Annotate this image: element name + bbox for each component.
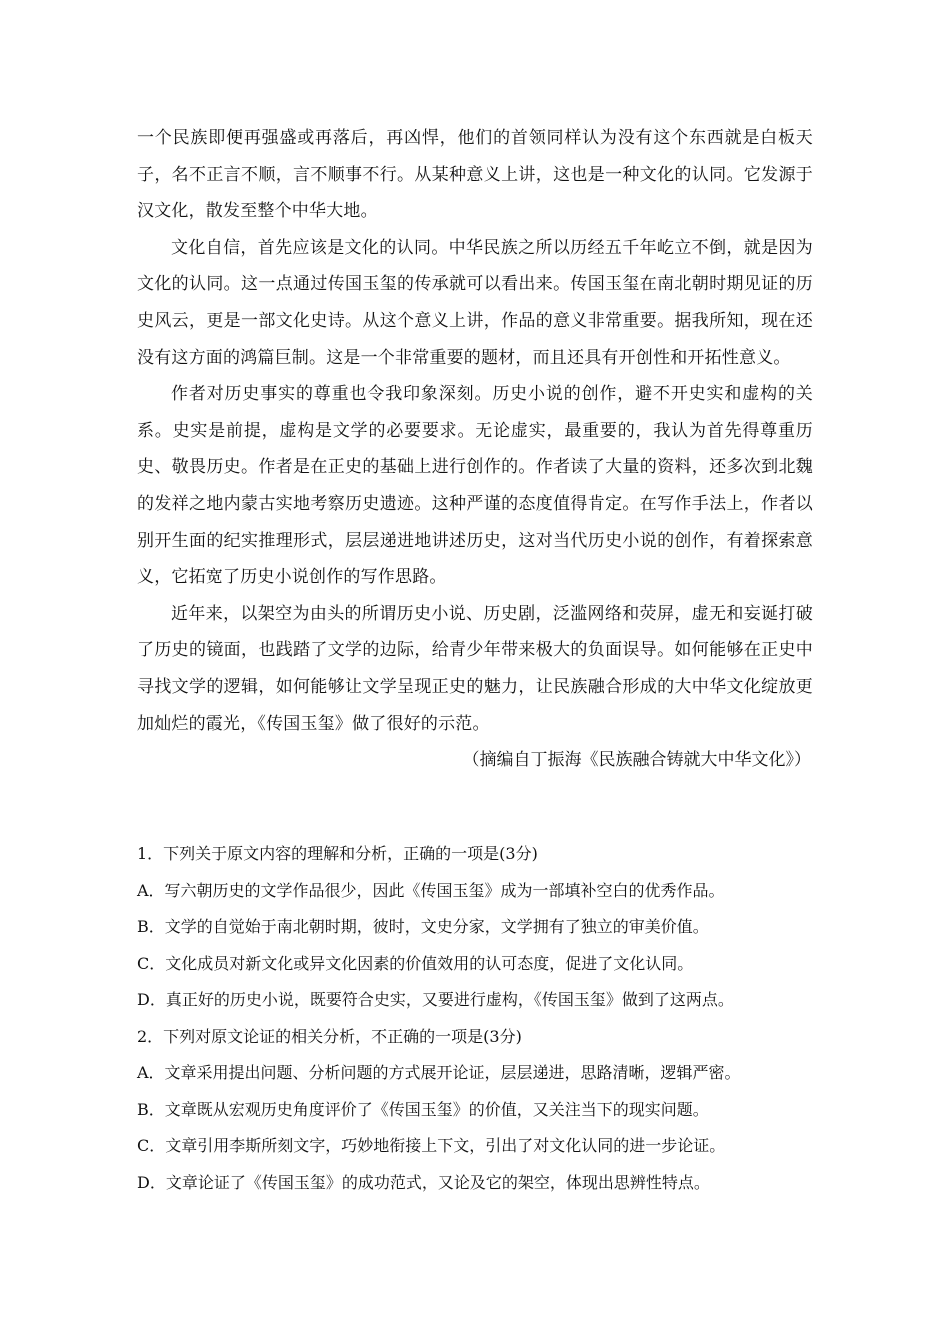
question-option-c: C．文章引用李斯所刻文字，巧妙地衔接上下文，引出了对文化认同的进一步论证。	[137, 1136, 726, 1155]
passage-paragraph: 一个民族即便再强盛或再落后，再凶悍，他们的首领同样认为没有这个东西就是白板天子，名不正言不顺，言不顺事不行。从某种意义上讲，这也是一种文化的认同。它发源于汉文化，散发至整个中华大地。	[137, 128, 813, 222]
question-option-c: C．文化成员对新文化或异文化因素的价值效用的认可态度，促进了文化认同。	[137, 953, 694, 973]
question-stem: 1．下列关于原文内容的理解和分析，正确的一项是(3分)	[137, 844, 538, 863]
question-2	[137, 1019, 813, 1202]
passage-paragraph: 作者对历史事实的尊重也令我印象深刻。历史小说的创作，避不开史实和虚构的关系。史实是前提，虚构是文学的必要要求。无论虚实，最重要的，我认为首先得尊重历史、敬畏历史。作者是在正史的基础上进行创作的。作者读了大量的资料，还多次到北魏的发祥之地内蒙古实地考察历史遗迹。这种严谨的态度值得肯定。在写作手法上，作者以别开生面的纪实推理形式，层层递进地讲述历史，这对当代历史小说的创作，有着探索意义，它拓宽了历史小说创作的写作思路。	[137, 384, 813, 588]
question-stem: 2．下列对原文论证的相关分析，不正确的一项是(3分)	[137, 1026, 522, 1046]
passage	[137, 120, 813, 779]
passage-paragraph: 近年来，以架空为由头的所谓历史小说、历史剧，泛滥网络和荧屏，虚无和妄诞打破了历史的镜面，也践踏了文学的边际，给青少年带来极大的负面误导。如何能够在正史中寻找文学的逻辑，如何能够让文学呈现正史的魅力，让民族融合形成的大中华文化绽放更加灿烂的霞光，《传国玉玺》做了很好的示范。	[137, 603, 813, 734]
question-option-b: B．文章既从宏观历史角度评价了《传国玉玺》的价值，又关注当下的现实问题。	[137, 1099, 709, 1119]
question-list	[137, 836, 813, 1201]
question-option-d: D．文章论证了《传国玉玺》的成功范式，又论及它的架空，体现出思辨性特点。	[137, 1172, 710, 1192]
question-option-a: A．文章采用提出问题、分析问题的方式展开论证，层层递进，思路清晰，逻辑严密。	[137, 1063, 741, 1082]
passage-source: （摘编自丁振海《民族融合铸就大中华文化》）	[462, 750, 811, 771]
question-option-b: B．文学的自觉始于南北朝时期，彼时，文史分家，文学拥有了独立的审美价值。	[137, 917, 709, 936]
question-option-d: D．真正好的历史小说，既要符合史实，又要进行虚构，《传国玉玺》做到了这两点。	[137, 990, 734, 1009]
passage-paragraph: 文化自信，首先应该是文化的认同。中华民族之所以历经五千年屹立不倒，就是因为文化的认同。这一点通过传国玉玺的传承就可以看出来。传国玉玺在南北朝时期见证的历史风云，更是一部文化史诗。从这个意义上讲，作品的意义非常重要。据我所知，现在还没有这方面的鸿篇巨制。这是一个非常重要的题材，而且还具有开创性和开拓性意义。	[137, 237, 813, 368]
question-option-a: A．写六朝历史的文学作品很少，因此《传国玉玺》成为一部填补空白的优秀作品。	[137, 880, 725, 900]
question-1	[137, 836, 813, 1019]
